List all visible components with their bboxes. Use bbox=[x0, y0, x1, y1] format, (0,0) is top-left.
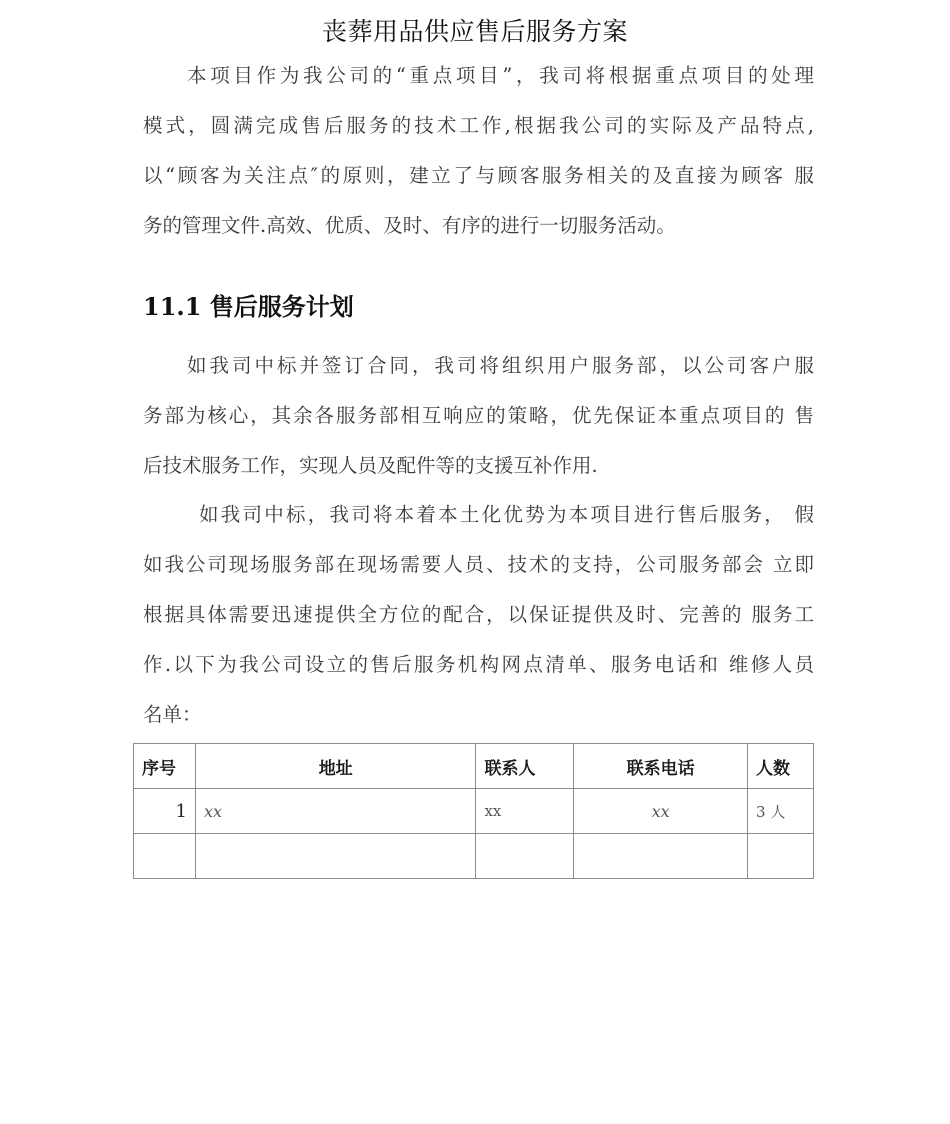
support-line: 作.以下为我公司设立的售后服务机构网点清单、服务电话和 维修人员 bbox=[143, 653, 814, 676]
intro-paragraph bbox=[143, 51, 814, 251]
cell-address bbox=[195, 834, 476, 879]
cell-serial-no: 1 bbox=[134, 789, 196, 834]
cell-headcount: 3 人 bbox=[748, 789, 814, 834]
intro-line: 务的管理文件.高效、优质、及时、有序的进行一切服务活动。 bbox=[143, 214, 676, 237]
plan-line: 务部为核心，其余各服务部相互响应的策略，优先保证本重点项目的 售 bbox=[143, 404, 814, 427]
intro-line: 以“顾客为关注点″的原则，建立了与顾客服务相关的及直接为顾客 服 bbox=[143, 164, 814, 187]
table-header-row bbox=[134, 744, 814, 789]
header-contact: 联系人 bbox=[476, 744, 574, 789]
cell-contact bbox=[476, 834, 574, 879]
header-headcount: 人数 bbox=[748, 744, 814, 789]
support-line: 根据具体需要迅速提供全方位的配合，以保证提供及时、完善的 服务工 bbox=[143, 603, 814, 626]
intro-line: 本项目作为我公司的“重点项目”，我司将根据重点项目的处理 bbox=[187, 64, 814, 87]
intro-line: 模式，圆满完成售后服务的技术工作,根据我公司的实际及产品特点, bbox=[143, 114, 814, 137]
plan-paragraph bbox=[143, 341, 814, 491]
cell-address: xx bbox=[195, 789, 476, 834]
cell-phone: xx bbox=[574, 789, 748, 834]
cell-headcount bbox=[748, 834, 814, 879]
header-phone: 联系电话 bbox=[574, 744, 748, 789]
support-line: 如我公司现场服务部在现场需要人员、技术的支持，公司服务部会 立即 bbox=[143, 553, 814, 576]
cell-serial-no bbox=[134, 834, 196, 879]
header-serial-no: 序号 bbox=[134, 744, 196, 789]
plan-line: 后技术服务工作，实现人员及配件等的支援互补作用. bbox=[143, 454, 598, 477]
plan-line: 如我司中标并签订合同，我司将组织用户服务部，以公司客户服 bbox=[187, 354, 814, 377]
section-heading: 11.1 售后服务计划 bbox=[143, 292, 354, 321]
service-network-table bbox=[133, 743, 814, 879]
table-row bbox=[134, 789, 814, 834]
cell-phone bbox=[574, 834, 748, 879]
support-line: 如我司中标，我司将本着本土化优势为本项目进行售后服务， 假 bbox=[199, 503, 814, 526]
document-title: 丧葬用品供应售后服务方案 bbox=[321, 17, 628, 46]
table-row bbox=[134, 834, 814, 879]
support-line: 名单： bbox=[143, 703, 202, 726]
header-address: 地址 bbox=[195, 744, 476, 789]
cell-contact: xx bbox=[476, 789, 574, 834]
support-paragraph bbox=[143, 490, 814, 740]
